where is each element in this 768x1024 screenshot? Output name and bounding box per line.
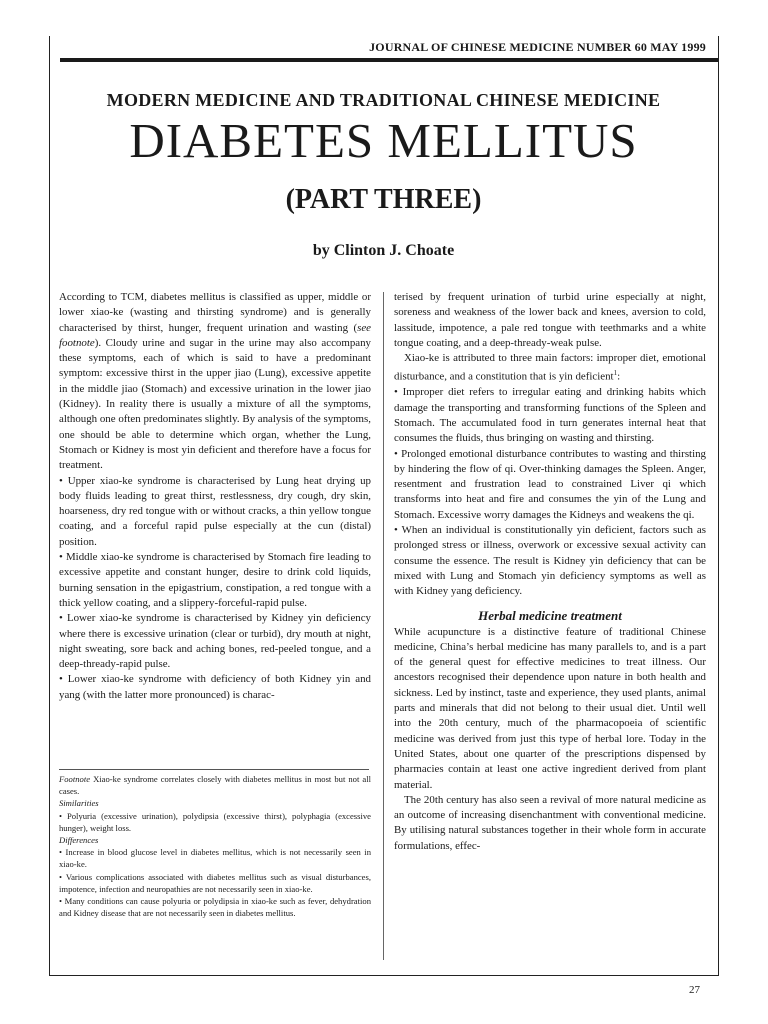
intro-text-b: ). Cloudy urine and sugar in the urine may also accompany these symptoms, each of which is said to have a predominant symptom: excessive thirst in the upper jiao (Lung), excessive appetite in the middle jiao (Stomach) and excessive urination in the lower jiao (Kidney). In reality there is usually a mixture of all the symptoms, although one often predominates slightly. By analysis of the symptoms, one should be able to determine which organ, whether the Lung, Stomach or Kidney is most yin deficient and therefore have a focus for treatment. — [59, 336, 371, 472]
page-frame-right-rule — [718, 36, 719, 976]
differences-item: • Increase in blood glucose level in diabetes mellitus, which is not necessarily seen in xiao-ke. — [59, 847, 371, 870]
differences-label: Differences — [59, 835, 99, 846]
similarities-label: Similarities — [59, 798, 99, 809]
bullet-lower-xiao-ke-yin-yang: • Lower xiao-ke syndrome with deficiency of both Kidney yin and yang (with the latter more pronounced) is charac- — [59, 673, 371, 701]
bullet-emotional-disturbance: • Prolonged emotional disturbance contributes to wasting and thirsting by hindering the flow of qi. Over-thinking damages the Spleen. Anger, resentment and frustration lead to constrained Liver qi which transforms into heat and fire and consumes the yin of the Lung and Stomach. Excessive worry damages the Kidneys and weakens the qi. — [394, 447, 706, 521]
factors-intro-text: Xiao-ke is attributed to three main factors: improper diet, emotional disturbance, and a constitution that is yin deficient — [394, 352, 706, 384]
article-title: DIABETES MELLITUS — [129, 113, 638, 168]
factors-intro-paragraph — [394, 351, 706, 385]
differences-item: • Many conditions can cause polyuria or polydipsia in xiao-ke such as fever, dehydration and Kidney disease that are not necessarily seen in diabetes mellitus. — [59, 896, 371, 919]
bullet-lower-xiao-ke: • Lower xiao-ke syndrome is characterised by Kidney yin deficiency where there is excessive urination (clear or turbid), dry mouth at night, night sweating, sore back and aching bones, red-peeled tongue, and a deep-thready-rapid pulse. — [59, 612, 371, 671]
header-rule — [60, 58, 718, 62]
column-divider — [383, 292, 384, 960]
article-subtitle: (PART THREE) — [285, 184, 482, 215]
continuation-paragraph: terised by frequent urination of turbid urine especially at night, soreness and weakness of the lower back and knees, aversion to cold, lassitude, impotence, a pale red tongue with teethmarks and a white tongue coating, and a deep-thready-weak pulse. — [394, 291, 706, 349]
footnote-rule — [59, 769, 369, 770]
section-heading-herbal: Herbal medicine treatment — [478, 607, 622, 623]
footnote-block — [59, 773, 371, 919]
footnote-ref-1: 1 — [613, 369, 618, 378]
article-kicker: MODERN MEDICINE AND TRADITIONAL CHINESE MEDICINE — [106, 90, 661, 110]
right-column — [394, 290, 706, 854]
intro-text-a: According to TCM, diabetes mellitus is classified as upper, middle or lower xiao-ke (wasting and thirsting syndrome) and is generally characterised by thirst, hunger, frequent urination and wasting ( — [59, 291, 371, 334]
footnote-text: Xiao-ke syndrome correlates closely with diabetes mellitus in most but not all cases. — [59, 774, 371, 797]
bullet-improper-diet: • Improper diet refers to irregular eating and drinking habits which damage the transporting and transforming functions of the Spleen and Stomach. The accumulated food in turn generates internal heat that consumes the fluids, thus bringing on wasting and thirsting. — [394, 386, 706, 445]
page-frame-left-rule — [49, 36, 50, 976]
page-number: 27 — [689, 984, 700, 996]
intro-paragraph — [59, 290, 371, 474]
herbal-paragraph-2: The 20th century has also seen a revival of more natural medicine as an outcome of increasing disenchantment with conventional medicine. By utilising natural substances together in their whole form in accurate formulations, effec- — [394, 793, 706, 852]
footnote-label: Footnote — [59, 774, 91, 784]
left-column — [59, 290, 371, 703]
similarities-item: • Polyuria (excessive urination), polydipsia (excessive thirst), polyphagia (excessive hunger), weight loss. — [59, 810, 371, 833]
bullet-yin-deficient-constitution: • When an individual is constitutionally yin deficient, factors such as prolonged stress or illness, overwork or excessive sexual activity can consume the essence. The result is Kidney yin deficiency that can be mixed with Lung and Stomach yin deficiency symptoms as well as with Kidney yang deficiency. — [394, 524, 706, 598]
bullet-middle-xiao-ke: • Middle xiao-ke syndrome is characterised by Stomach fire leading to excessive appetite and constant hunger, desire to drink cold liquids, burning sensation in the epigastrium, constipation, a red tongue with a thick yellow coating, and a slippery-forceful-rapid pulse. — [59, 551, 371, 609]
footnote-intro — [59, 773, 371, 797]
see-footnote-ref: see footnote — [59, 321, 371, 349]
bullet-upper-xiao-ke: • Upper xiao-ke syndrome is characterised by Lung heat drying up body fluids leading to great thirst, restlessness, dry cough, dry skin, hoarseness, dry red tongue with or without cracks, a thin yellow tongue coating, and a forceful rapid pulse especially at the cun (distal) position. — [59, 474, 371, 548]
journal-header: JOURNAL OF CHINESE MEDICINE NUMBER 60 MAY 1999 — [369, 40, 706, 54]
herbal-paragraph-1: While acupuncture is a distinctive feature of traditional Chinese medicine, China’s herbal medicine has many parallels to, and is a part of the general quest for effective medicines to treat illness. Our ancestors recognised their dependence upon nature in both health and sickness. Led by instinct, taste and experience, they used plants, animal parts and minerals that did not belong to their usual diet. Until well into the 20th century, much of the pharmacopoeia of scientific medicine was derived from just this type of herbal lore. Today in the United States, about one quarter of the prescriptions dispensed by pharmacies contain at least one active ingredient derived from plant material. — [394, 625, 706, 791]
page-frame-bottom-rule — [49, 975, 718, 976]
byline: by Clinton J. Choate — [312, 242, 455, 259]
factors-colon: : — [617, 371, 621, 384]
differences-item: • Various complications associated with diabetes mellitus such as visual disturbances, impotence, infection and neuropathies are not necessarily seen in xiao-ke. — [59, 871, 371, 894]
